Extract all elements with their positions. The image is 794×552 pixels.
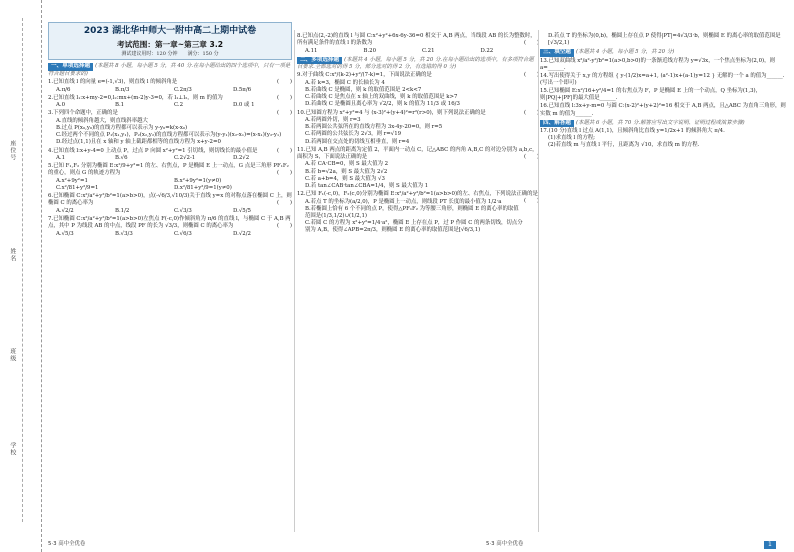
question-stem: 1.已知直线 l 的向量 e=(-1,√3)，则直线 l 的倾斜角是 xyxy=(48,78,178,85)
label-seat-number: 座位号 xyxy=(8,140,16,161)
label-name: 姓名 xyxy=(8,248,16,262)
section-fill-blank xyxy=(540,49,790,56)
answer-paren: ( ) xyxy=(277,170,292,177)
option-c: C.若两圆的公共弦长为 2√3，则 r=√19 xyxy=(305,131,402,138)
option-b: B.π/3 xyxy=(115,86,130,93)
option-a: A.直线的倾斜角越大，则直线斜率越大 xyxy=(56,118,148,125)
section-desc: (本题共 4 小题，每小题 5 分，共 20 分) xyxy=(575,49,675,56)
question-part-2: (2)若直线 m 与直线 l 平行，且距离为 √10，求直线 m 的方程. xyxy=(548,142,700,149)
answer-paren: ( ) xyxy=(524,109,539,116)
label-school: 学校 xyxy=(8,442,16,456)
section-tag: 三、填空题 xyxy=(540,49,574,56)
answer-paren: ( ) xyxy=(524,153,539,160)
question-13 xyxy=(540,58,790,72)
question-stem: 12.已知 F₁(-c,0)，F₂(c,0)分别为椭圆 E:x²/a²+y²/b²=1(a>b>0)的左、右焦点，下列说法正确的是 xyxy=(297,190,538,197)
option-a: A.若 CA·CB=0，则 S 最大值为 2 xyxy=(305,161,389,168)
answer-paren: ( ) xyxy=(524,72,539,79)
option-c: C.若曲线 C 是焦点在 x 轴上的双曲线，则 k 的取值范围是 k>7 xyxy=(305,94,458,101)
option-c: C.2π/3 xyxy=(174,86,192,93)
question-4 xyxy=(48,148,292,163)
answer-paren: ( ) xyxy=(524,198,539,204)
column-divider xyxy=(294,30,295,532)
answer-paren: ( ) xyxy=(277,147,292,154)
option-a: A.若 k=3，椭圆 C 的长轴长为 4 xyxy=(305,80,385,86)
option-c: C.21 xyxy=(422,47,435,54)
answer-blank: ______. xyxy=(575,110,594,117)
question-stem: 11.已知 A,B 两点的距离为定值 2，平面内一动点 C，记△ABC 的内角 A,B,C 的对边分别为 a,b,c，面积为 S，下面说法正确的是 xyxy=(297,146,538,160)
question-5 xyxy=(48,163,292,192)
section-tag: 四、解答题 xyxy=(540,120,574,127)
option-b: B.若两圆公共弦所在的直线方程为 3x-4y-20=0，则 r=5 xyxy=(305,124,443,131)
option-d: D.22 xyxy=(480,47,494,54)
answer-paren: ( ) xyxy=(277,110,292,117)
question-stem: 13.已知双曲线 x²/a²-y²/b²=1(a>0,b>0)的一条渐近线方程为 y=√3x，一个焦点坐标为(2,0)，则 a= xyxy=(540,57,775,71)
section-single-choice xyxy=(48,63,292,78)
option-c: C.2√2-1 xyxy=(174,155,196,162)
option-a: A.若两圆外切，则 r=3 xyxy=(305,117,361,124)
question-17 xyxy=(540,128,790,149)
column-2 xyxy=(297,32,539,235)
question-10 xyxy=(297,110,539,146)
option-d: D.若两圆在交点处的切线互相垂直，则 r=4 xyxy=(305,138,410,145)
option-a: A.√2/2 xyxy=(56,208,74,215)
question-stem: 3.下列四个命题中，正确的是 xyxy=(48,110,118,117)
question-stem: 2.已知直线 l₁:x+my-2=0,l₂:mx+(m-2)y-3=0，若 l₁⊥l₂，则 m 的值为 xyxy=(48,94,223,101)
question-3 xyxy=(48,110,292,146)
label-class: 班级 xyxy=(8,348,16,362)
option-a: A.π/6 xyxy=(56,86,71,93)
question-2 xyxy=(48,95,292,110)
exam-title: 2023 湖北华中师大一附中高二上期中试卷 xyxy=(83,26,257,36)
option-c: C.经过两个不同的点 P₁(x₁,y₁)，P₂(x₂,y₂)的直线方程都可以表示为(y-y₁)(x₂-x₁)=(x-x₁)(y₂-y₁) xyxy=(56,132,282,139)
section-desc: (本题共 6 小题，共 70 分.解答应写出文字说明、证明过程或演算步骤) xyxy=(575,119,745,126)
question-14 xyxy=(540,73,790,87)
option-c: C.若 a+b=4，则 S 最大值为 √3 xyxy=(305,175,385,182)
question-7 xyxy=(48,216,292,238)
question-stem: 8.已知点(2,-2)的直线 l 与圆 C:x²+y²+6x-6y-36=0 相交于 A,B 两点，当线段 AB 的长为整数时，所有满足条件的直线 l 的条数为 xyxy=(297,33,536,47)
option-d: D.2√2 xyxy=(233,155,250,162)
option-a: A.11 xyxy=(305,47,318,54)
section-tag: 二、多项选择题 xyxy=(297,57,342,64)
question-stem: 6.已知椭圆 C:x²/a²+y²/b²=1(a>b>0)，点(-√6/3,√10/3)关于直线 y=x 的对称点落在椭圆 C 上，则椭圆 C 的离心率为 xyxy=(48,193,292,207)
option-d: D.x²/81+y²/9=1(y≠0) xyxy=(174,185,232,192)
question-16 xyxy=(540,103,790,117)
option-d: D.√5/5 xyxy=(233,208,251,215)
column-1 xyxy=(48,22,292,239)
option-a: A.若点 T 的坐标为(a/2,0)，P 是椭圆上一动点，则线段 PT 长度的最小值为 1/2·a xyxy=(305,198,502,205)
option-d: D.若点 T 的坐标为(0,b)，椭圆上存在点 P 使得|PT|=4√3/3·b，则椭圆 E 的离心率的取值范围是[√3/2,1) xyxy=(548,33,781,47)
question-stem: 4.已知直线 l:x+y-4=0 上动点 P，过点 P 向圆 x²+y²=1 引切线，则切线长的最小值是 xyxy=(48,147,258,154)
question-8 xyxy=(297,33,539,55)
option-b: B.若曲线 C 是椭圆，则 k 的取值范围是 2<k<7 xyxy=(305,87,422,94)
answer-paren: ( ) xyxy=(277,78,292,85)
question-12-option-d xyxy=(548,33,790,47)
option-a: A.x²+9y²=1 xyxy=(56,178,88,185)
section-desc: (本题共 8 小题，每小题 5 分，共 40 分.在每小题给出的四个选项中，只有一项是符合题目要求的) xyxy=(48,63,291,77)
option-b: B.20 xyxy=(363,47,377,54)
option-c: C.x²/81+y²/9=1 xyxy=(56,185,99,192)
option-d: D.0 或 1 xyxy=(233,102,255,109)
option-b: B.√6 xyxy=(115,155,128,162)
answer-blank: ______. xyxy=(599,95,618,102)
question-stem: 17.(10 分)直线 l 过点 A(1,1)，且倾斜角比直线 y=1/2x+1 的倾斜角大 π/4. xyxy=(540,128,725,134)
question-6 xyxy=(48,193,292,215)
page-number: 1 xyxy=(764,541,776,549)
footer-brand-right: 5·3 高中全优卷 xyxy=(486,540,524,547)
question-stem: 5.已知 F₁,F₂ 分别为椭圆 E:x²/9+y²=1 的左、右焦点，P 是椭圆 E 上一动点，G 点是三角形 PF₁F₂ 的重心，则点 G 的轨迹方程为 xyxy=(48,163,289,177)
question-1 xyxy=(48,79,292,94)
option-a: A.0 xyxy=(56,102,66,109)
binding-sidebar xyxy=(0,0,42,552)
option-b: B.1 xyxy=(115,102,125,109)
answer-paren: ( ) xyxy=(277,94,292,101)
answer-blank: ______. xyxy=(547,64,566,71)
question-part-1: (1)求直线 l 的方程; xyxy=(548,135,595,142)
option-b: B.过点 P(x₀,y₀)的直线方程都可以表示为 y-y₀=k(x-x₀) xyxy=(56,125,188,132)
exam-time: 测试建议用时：120 分钟 满分：150 分 xyxy=(121,50,219,57)
question-stem: 14.写出使得关于 x,y 的方程组 { y-(1/2)x=a+1, (a²-1)x+(a-1)y=12 } 无解的一个 a 的值为 xyxy=(540,72,767,79)
column-3 xyxy=(540,32,790,150)
question-stem: 16.已知直线 l:3x+y-m=0 与圆 C:(x-2)²+(y+2)²=16 相交于 A,B 两点，且△ABC 为直角三角形，则实数 m 的值为 xyxy=(540,103,786,117)
question-stem: 10.已知圆方程为 x²+y²=4 与 (x-3)²+(y+4)²=r²(r>0)，则下列说法正确的是 xyxy=(297,109,486,116)
section-desc: (本题共 4 小题，每小题 5 分，共 20 分.在每小题给出的选项中，有多项符合题目要求.全部选对的得 5 分，部分选对的得 2 分，有选错的得 0 分) xyxy=(297,56,534,71)
footer-brand-left: 5·3 高中全优卷 xyxy=(48,540,86,547)
option-d: D.若曲线 C 是椭圆且离心率为 √2/2，则 k 的值为 11/3 或 16/3 xyxy=(305,101,460,108)
question-9 xyxy=(297,72,539,108)
option-b: B.若 b=√2a，则 S 最大值为 2√2 xyxy=(305,168,388,175)
option-b: B.1/2 xyxy=(115,208,130,215)
option-a: A.√5/3 xyxy=(56,230,74,237)
option-d: D.若 tan∠CAB·tan∠CBA=1/4，则 S 最大值为 1 xyxy=(305,182,429,189)
exam-header xyxy=(48,22,292,60)
exam-scope: 考试范围：第一章~第三章 3.2 xyxy=(117,39,223,49)
answer-paren: ( ) xyxy=(524,40,539,47)
option-c: C.√3/3 xyxy=(174,208,192,215)
section-multi-choice xyxy=(297,57,539,72)
option-c: C.若圆 C 的方程为 x²+y²=1/4·a²，椭圆 E 上存在点 P，过 P 作圆 C 的两条切线，切点分别为 A,B，使得∠APB=2π/3，则椭圆 E 的离心率的取值范围是[√6/3,1) xyxy=(305,219,523,233)
question-11 xyxy=(297,147,539,190)
option-a: A.1 xyxy=(56,155,66,162)
option-d: D.√2/2 xyxy=(233,230,251,237)
answer-paren: ( ) xyxy=(277,200,292,207)
cut-line xyxy=(22,18,23,522)
option-d: D.经过点(1,1)且在 x 轴和 y 轴上截距都相等的直线方程为 x+y-2=0 xyxy=(56,139,221,146)
question-12 xyxy=(297,191,539,234)
answer-paren: ( ) xyxy=(277,223,292,230)
option-d: D.5π/6 xyxy=(233,86,252,93)
option-c: C.√6/3 xyxy=(174,230,192,237)
section-tag: 一、单项选择题 xyxy=(48,63,93,70)
question-15 xyxy=(540,88,790,102)
section-solution xyxy=(540,120,790,127)
option-c: C.2 xyxy=(174,102,184,109)
answer-blank: ______.(写出一个即可) xyxy=(540,72,785,86)
option-b: B.x²+9y²=1(y≠0) xyxy=(174,178,222,185)
option-b: B.若椭圆上恰有 6 个不同的点 P，使得△PF₁F₂ 为等腰三角形，则椭圆 E 的离心率的取值范围是(1/3,1/2)∪(1/2,1) xyxy=(305,205,519,219)
option-b: B.√3/3 xyxy=(115,230,133,237)
question-stem: 9.对于曲线 C:x²/(k-2)+y²/(7-k)=1，下面说法正确的是 xyxy=(297,72,432,79)
column-divider xyxy=(538,30,539,532)
question-stem: 15.已知椭圆 E:x²/16+y²/4=1 的右焦点为 F，P 是椭圆 E 上的一个动点，Q 坐标为(1,3)，则|PQ|+|PF|的最大值是 xyxy=(540,88,761,102)
question-stem: 7.已知椭圆 C:x²/a²+y²/b²=1(a>b>0)左焦点 F(-c,0)作倾斜角为 π/6 的直线 l，与椭圆 C 于 A,B 两点，其中 P 为线段 AB 的中点，线段 PF 的长为 √3/3，则椭圆 C 的离心率为 xyxy=(48,216,291,230)
